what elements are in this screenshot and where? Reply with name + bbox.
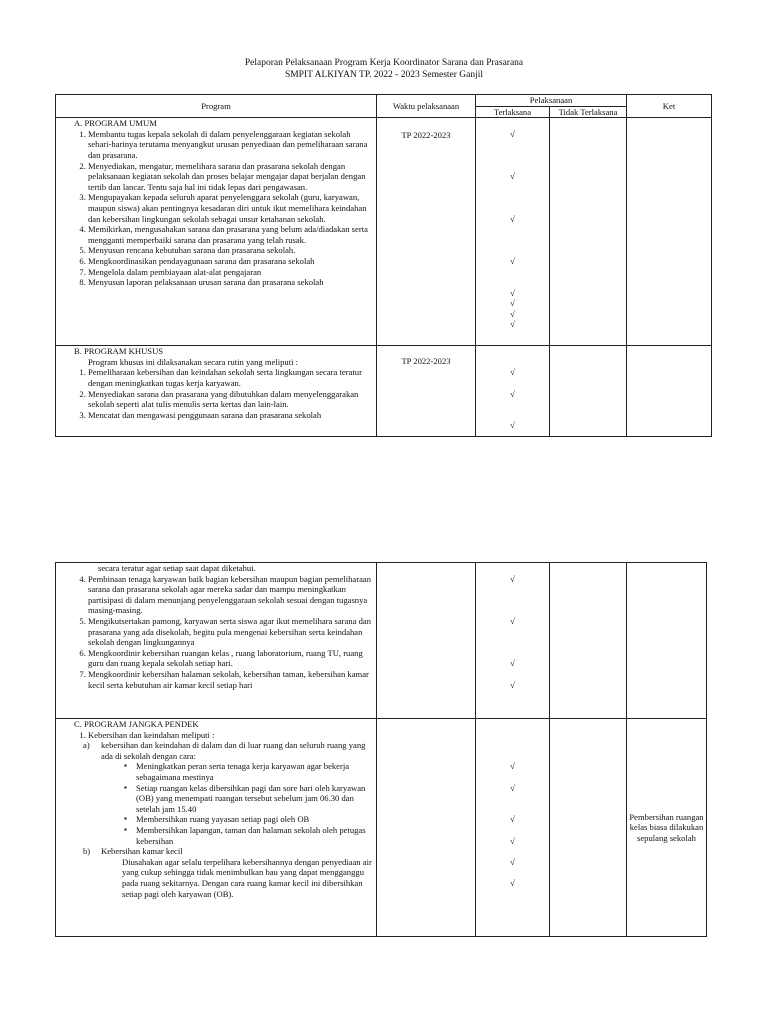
- report-title-line1: Pelaporan Pelaksanaan Program Kerja Koordinator Sarana dan Prasarana: [244, 58, 524, 68]
- list-item: 1. Pemeliharaan kebersihan dan keindahan sekolah serta lingkungan secara teratur dengan meningkatkan tugas kerja karyawan.: [88, 367, 376, 388]
- section-c-checks: [476, 719, 550, 937]
- check-mark: √: [510, 298, 515, 309]
- empty-cell: [627, 118, 712, 346]
- check-mark: √: [510, 128, 515, 139]
- header-pelaksanaan: Pelaksanaan: [476, 95, 627, 107]
- check-mark: √: [510, 814, 515, 825]
- empty-cell: [377, 563, 476, 719]
- section-a-checks: [476, 118, 550, 346]
- list-item: 4. Pembinaan tenaga karyawan baik bagian kebersihan maupun bagian pemeliharaan sarana dan prasarana sekolah agar mereka sadar dan mampu meningkatkan partisipasi di dalam menunjang penyelenggaraan sekolah sesuai dengan tugasnya masing-masing.: [88, 574, 376, 616]
- check-mark: √: [510, 255, 515, 266]
- program-table-part1: [55, 94, 712, 437]
- section-c-heading: C. PROGRAM JANGKA PENDEK: [74, 719, 199, 729]
- list-item: 4. Memikirkan, mengusahakan sarana dan prasarana yang belum ada/diadakan serta mengganti memperbaiki sarana dan prasarana yang telah rusak.: [88, 224, 376, 245]
- list-item: 8. Menyusun laporan pelaksanaan urusan sarana dan prasarana sekolah: [88, 277, 376, 288]
- section-c-sub-b: [56, 846, 376, 857]
- section-c-bullets: [56, 761, 376, 846]
- header-ket: Ket: [627, 95, 712, 118]
- list-item: ▪ Setiap ruangan kelas dibersihkan pagi dan sore hari oleh karyawan (OB) yang menempati ruangan tersebut sebelum jam 06.30 dan setelah jam 15.40: [136, 783, 376, 815]
- check-mark: √: [510, 761, 515, 772]
- list-item: 7. Mengkoordinir kebersihan halaman sekolah, kebersihan taman, kebersihan kamar kecil serta kebutuhan air kamar kecil setiap hari: [88, 669, 376, 690]
- section-b-cont-checks: [476, 563, 550, 719]
- empty-cell: [627, 563, 707, 719]
- sub-text: Kebersihan kamar kecil: [101, 846, 183, 857]
- list-item: 1. Kebersihan dan keindahan meliputi :: [88, 730, 376, 741]
- section-a-waktu: TP 2022-2023: [377, 118, 476, 346]
- section-b-cell: [56, 346, 377, 437]
- report-title-line2: SMPIT ALKIYAN TP. 2022 - 2023 Semester Ganjil: [284, 70, 484, 80]
- check-mark: √: [510, 658, 515, 669]
- list-item: 7. Mengelola dalam pembiayaan alat-alat pengajaran: [88, 267, 376, 278]
- check-mark: √: [510, 287, 515, 298]
- list-item: 6. Mengkoordinasikan pendayagunaan sarana dan prasarana sekolah: [88, 256, 376, 267]
- sub-label: a): [83, 740, 90, 751]
- section-b-cont-text: secara teratur agar setiap saat dapat diketahui.: [98, 563, 256, 573]
- section-b-list: [56, 367, 376, 420]
- header-terlaksana: Terlaksana: [476, 106, 550, 118]
- check-mark: √: [510, 573, 515, 584]
- check-mark: √: [510, 856, 515, 867]
- section-a-list: [56, 129, 376, 288]
- section-b-intro: Program khusus ini dilaksanakan secara rutin yang meliputi :: [88, 356, 299, 367]
- list-item: 5. Menyusun rencana kebutuhan sarana dan prasarana sekolah.: [88, 245, 376, 256]
- check-mark: √: [510, 308, 515, 319]
- section-c-ket: Pembersihan ruangan kelas biasa dilakukan sepulang sekolah: [627, 719, 707, 937]
- empty-cell: [377, 719, 476, 937]
- list-item: ▪ Membersihkan ruang yayasan setiap pagi oleh OB: [136, 814, 376, 825]
- list-item: 2. Menyediakan, mengatur, memelihara sarana dan prasarana sekolah dengan pelaksanaan kegiatan sekolah dan proses belajar mengajar dapat berjalan dengan tertib dan lancar. Tentu saja hal ini tidak lepas dari pengawasan.: [88, 161, 376, 193]
- check-mark: √: [510, 782, 515, 793]
- check-mark: √: [510, 213, 515, 224]
- list-item: 6. Mengkoordinir kebersihan ruangan kelas , ruang laboratorium, ruang TU, ruang guru dan ruang kepala sekolah setiap hari.: [88, 648, 376, 669]
- section-c-cell: [56, 719, 377, 937]
- list-item: 3. Mengupayakan kepada seluruh aparat penyelenggara sekolah (guru, karyawan, maupun siswa) akan pentingnya kesadaran diri untuk ikut memelihara keindahan dan kebersihan lingkungan sekolah sebagai unsur ketahanan sekolah.: [88, 192, 376, 224]
- check-mark: √: [510, 679, 515, 690]
- empty-cell: [550, 719, 627, 937]
- list-item: ▪ Membersihkan lapangan, taman dan halaman sekolah oleh petugas kebersihan: [136, 825, 376, 846]
- check-mark: √: [510, 420, 515, 431]
- section-c-sub-a: [56, 740, 376, 761]
- list-item: ▪ Meningkatkan peran serta tenaga kerja karyawan agar bekerja sebagaimana mestinya: [136, 761, 376, 782]
- empty-cell: [550, 118, 627, 346]
- check-mark: √: [510, 388, 515, 399]
- check-mark: √: [510, 367, 515, 378]
- check-mark: √: [510, 171, 515, 182]
- check-mark: √: [510, 319, 515, 330]
- header-tidak-terlaksana: Tidak Terlaksana: [550, 106, 627, 118]
- list-item: 1. Membantu tugas kepala sekolah di dalam penyelenggaraan kegiatan sekolah sehari-harinya terutama menyangkut urusan penyediaan dan pemeliharaan sarana dan prasarana.: [88, 129, 376, 161]
- empty-cell: [550, 563, 627, 719]
- section-b-list-cont: [56, 574, 376, 691]
- report-title: [0, 57, 768, 81]
- sub-label: b): [83, 846, 91, 857]
- list-item: 3. Mencatat dan mengawasi penggunaan sarana dan prasarana sekolah: [88, 410, 376, 421]
- header-program: Program: [56, 95, 377, 118]
- section-c-list: [56, 730, 376, 741]
- empty-cell: [627, 346, 712, 437]
- check-mark: √: [510, 615, 515, 626]
- list-item: 5. Mengikutsertakan pamong, karyawan serta siswa agar ikut memelihara sarana dan prasarana yang ada disekolah, begitu pula mengenai kebersihan serta keindahan sekolah dengan lingkungannya: [88, 616, 376, 648]
- section-b-heading: B. PROGRAM KHUSUS: [74, 346, 164, 357]
- check-mark: √: [510, 877, 515, 888]
- check-mark: √: [510, 835, 515, 846]
- section-c-sub-b-paragraph: Diusahakan agar selalu terpelihara kebersihannya dengan penyediaan air yang cukup sehingga tidak menimbulkan bau yang dapat mengganggu pada ruang sekitarnya. Dengan cara ruang kamar kecil ini dibersihkan setiap pagi oleh karyawan (OB).: [122, 856, 372, 899]
- section-a-heading: A. PROGRAM UMUM: [74, 118, 157, 129]
- program-table-part2: [55, 562, 707, 937]
- section-b-waktu: TP 2022-2023: [377, 346, 476, 437]
- section-b-checks: [476, 346, 550, 437]
- header-waktu: Waktu pelaksanaan: [377, 95, 476, 118]
- empty-cell: [550, 346, 627, 437]
- list-item: 2. Menyediakan sarana dan prasarana yang dibutuhkan dalam menyelenggarakan sekolah seperti alat tulis menulis serta kertas dan lain-lain.: [88, 389, 376, 410]
- sub-text: kebersihan dan keindahan di dalam dan di luar ruang dan seluruh ruang yang ada di sekolah dengan cara:: [101, 740, 366, 761]
- section-a-cell: [56, 118, 377, 346]
- section-b-cont-cell: [56, 563, 377, 719]
